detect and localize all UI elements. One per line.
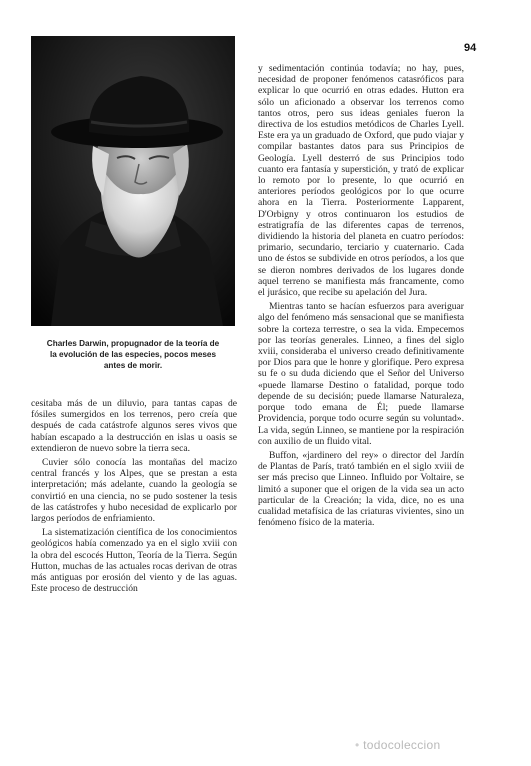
caption-line: antes de morir. xyxy=(103,361,163,370)
photo-caption xyxy=(28,338,238,371)
paragraph: Mientras tanto se hacían esfuerzos para averiguar algo del fenómeno más sensacional que se manifiesta sobre la corteza terrestre, o sea la vida. Empecemos por las teorías generales. Linneo, a fines del siglo xviii, consideraba el universo creado definitivamente por Dios para que le honre y glorifique. Pero expresa su fe o su duda diciendo que el Señor del Universo «puede llamarse Destino o fatalidad, porque todo depende de su decisión; puede llamarse Naturaleza, porque todo emana de Él; puede llamarse Providencia, porque todo ocurre según su voluntad». La vida, según Linneo, se mantiene por la respiración con auxilio de un fluido vital. xyxy=(258,301,464,447)
paragraph: La sistematización científica de los conocimientos geológicos había comenzado ya en el siglo xviii con la obra del escocés Hutton, Teoría de la Tierra. Según Hutton, muchas de las actuales rocas derivan de otras más antiguas por erosión del viento y de las aguas. Este proceso de destrucción xyxy=(31,527,237,595)
watermark-brand: todocoleccion xyxy=(363,738,441,752)
paragraph: Buffon, «jardinero del rey» o director del Jardín de Plantas de París, trató también en el siglo xviii de ser más preciso que Linneo. Influido por Voltaire, se limitó a suponer que el origen de la vida sea un acto particular de la Creación; la vida, dice, no es una cualidad metafísica de las criaturas vivientes, sino un fenómeno físico de la materia. xyxy=(258,449,464,529)
portrait-photo-icon xyxy=(31,36,235,326)
portrait-photo xyxy=(31,36,235,326)
watermark-dot: • xyxy=(355,738,360,752)
caption-line: Charles Darwin, propugnador de la teoría de xyxy=(46,339,220,348)
text-column-right xyxy=(258,63,464,531)
paragraph: y sedimentación continúa todavía; no hay, pues, necesidad de proponer fenómenos catasróficos para explicar lo que ocurrió en otras edades. Hutton era sólo un aficionado a observar los terrenos como tantos otros, pero sus ideas geniales fueron la directiva de los estudios metódicos de Charles Lyell. Este era ya un graduado de Oxford, que pudo viajar y compilar bastantes datos para sus Principios de Geología. Lyell desterró de sus Principios todo cuanto era fantasía y superstición, y trató de explicar lo remoto por lo presente, lo que ocurrió en anteriores períodos geológicos por lo que ocurre ahora en la Tierra. Posteriormente Lapparent, D'Orbigny y otros continuaron los estudios de estratigrafía de las diferentes capas de terrenos, dividiendo la historia del planeta en cuatro períodos: primario, secundario, terciario y cuaternario. Cada uno de éstos se subdivide en otros períodos, a los que se dieron nombres derivados de los lugares donde aquel terreno se manifiesta más francamente, como el jurásico, que recibe su apelación del Jura. xyxy=(258,63,464,299)
caption-line: la evolución de las especies, pocos meses xyxy=(49,350,217,359)
paragraph: cesitaba más de un diluvio, para tantas capas de fósiles sumergidos en los terrenos, pero creía que después de cada catástrofe algunos seres vivos que habían escapado a la destrucción en islas u oasis se extendieron de nuevo sobre la tierra seca. xyxy=(31,398,237,454)
watermark xyxy=(355,738,440,752)
text-column-left xyxy=(31,398,237,597)
page-number: 94 xyxy=(464,42,477,54)
todocoleccion-logo-icon xyxy=(355,738,363,752)
paragraph: Cuvier sólo conocía las montañas del macizo central francés y los Alpes, que se prestan a esta interpretación; más adelante, cuando la geología se convirtió en una ciencia, no se pudo sostener la tesis de las catástrofes y hubo necesidad de explicarlo por largos períodos de enfriamiento. xyxy=(31,457,237,525)
